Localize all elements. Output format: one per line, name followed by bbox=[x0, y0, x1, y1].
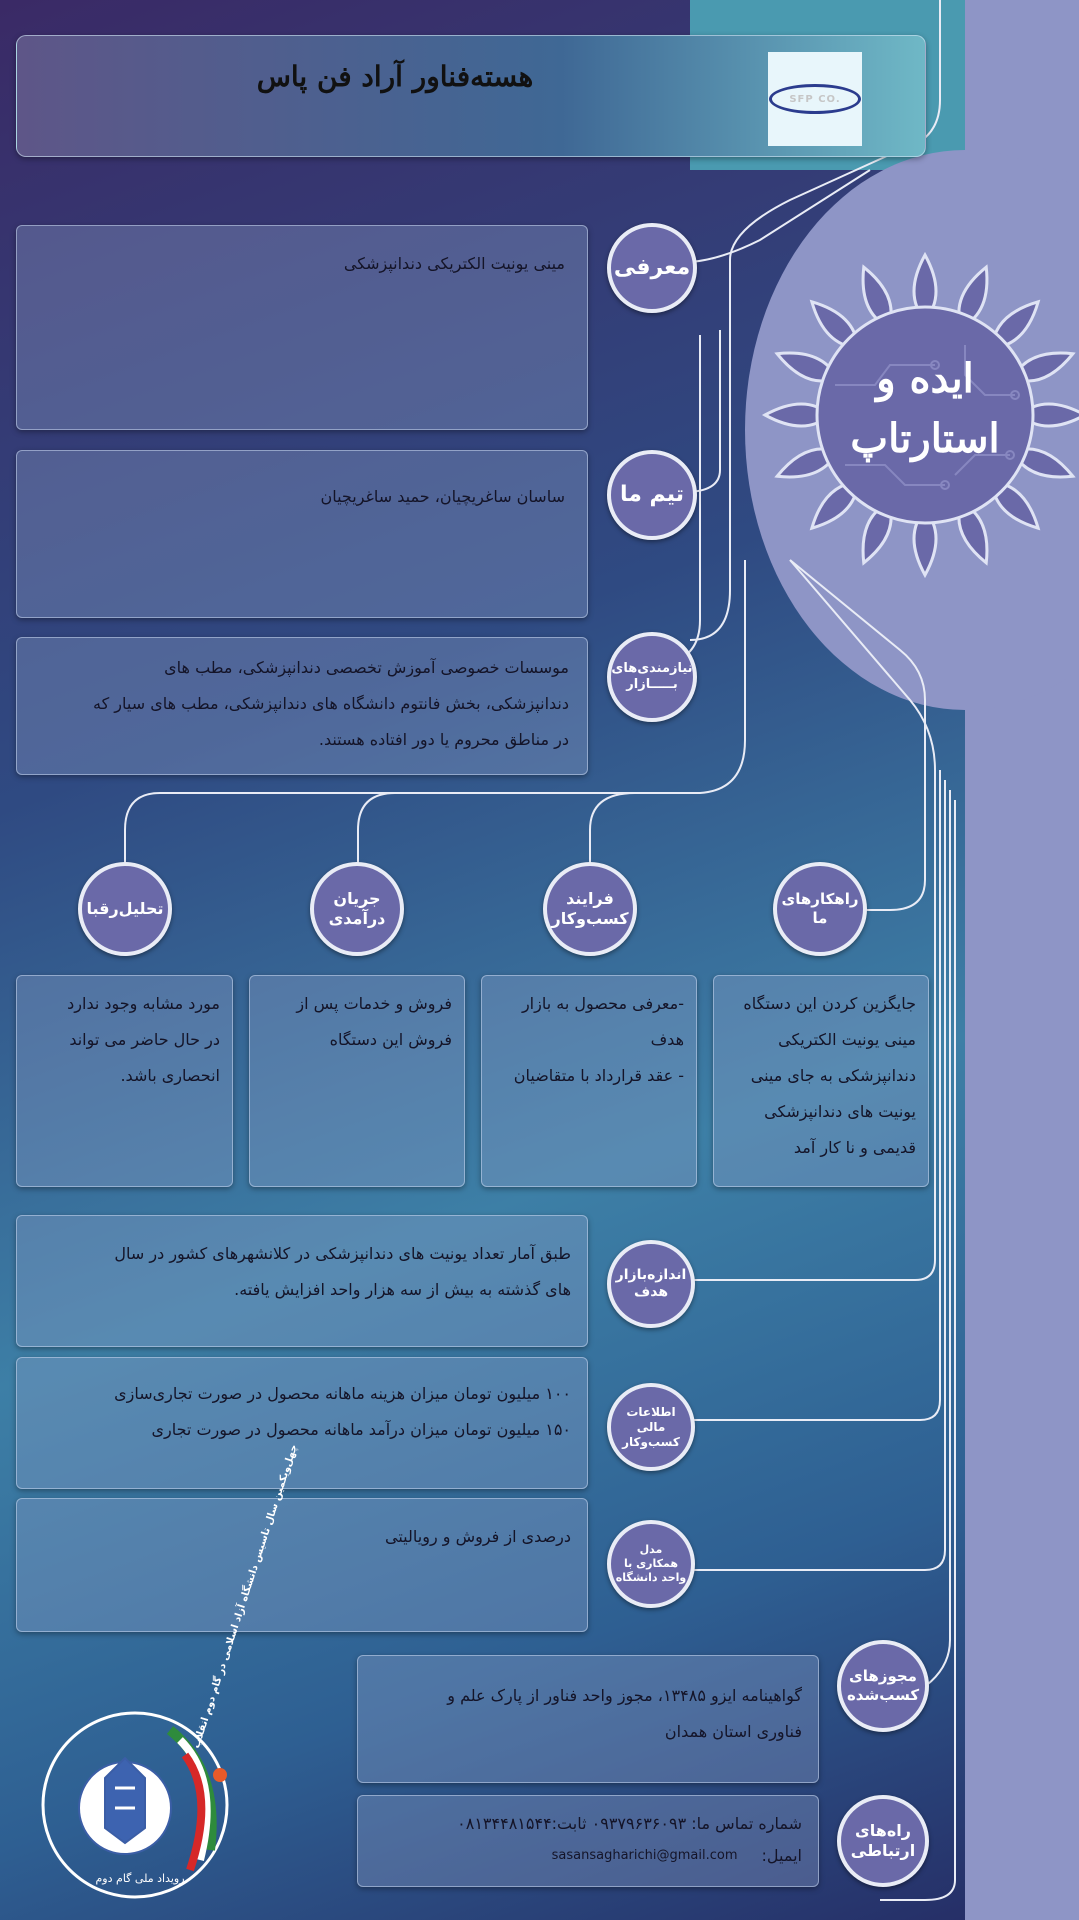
financial-panel bbox=[16, 1357, 588, 1489]
contact-panel bbox=[357, 1795, 819, 1887]
market-needs-line-2: دندانپزشکی، بخش فانتوم دانشگاه های دندانپزشکی، مطب های سیار که bbox=[93, 694, 569, 713]
business-process-line-1: -معرفی محصول به بازار bbox=[521, 994, 684, 1013]
licenses-panel bbox=[357, 1655, 819, 1783]
contact-label-2: ارتباطی bbox=[850, 1841, 916, 1860]
solutions-line-1: جایگزین کردن این دستگاه bbox=[743, 994, 916, 1013]
business-process-circle bbox=[543, 862, 637, 956]
market-needs-line-3: در مناطق محروم یا دور افتاده هستند. bbox=[318, 730, 569, 749]
intro-text: مینی یونیت الکتریکی دندانپزشکی bbox=[343, 254, 565, 273]
market-size-panel bbox=[16, 1215, 588, 1347]
contact-email-label: ایمیل: bbox=[761, 1846, 802, 1865]
financial-circle bbox=[607, 1383, 695, 1471]
team-text: ساسان ساغریچیان، حمید ساغریچیان bbox=[320, 487, 565, 506]
contact-circle bbox=[837, 1795, 929, 1887]
market-size-line-2: های گذشته به بیش از سه هزار واحد افزایش یافته. bbox=[234, 1280, 571, 1299]
cooperation-label-1: مدل bbox=[639, 1543, 663, 1557]
team-panel bbox=[16, 450, 588, 618]
business-process-panel bbox=[481, 975, 697, 1187]
intro-panel bbox=[16, 225, 588, 430]
competitors-label: تحلیل‌رقبا bbox=[86, 899, 164, 918]
licenses-line-1: گواهینامه ایزو ۱۳۴۸۵، مجوز واحد فناور از پارک علم و bbox=[447, 1686, 802, 1705]
market-size-circle bbox=[607, 1240, 695, 1328]
market-needs-label-2: بـــــازار bbox=[626, 677, 678, 692]
revenue-label-1: جریان bbox=[333, 889, 381, 908]
competitors-circle bbox=[78, 862, 172, 956]
financial-label-1: اطلاعات مالی bbox=[626, 1404, 676, 1434]
business-process-label-1: فرایند bbox=[566, 889, 614, 908]
cooperation-label-2: همکاری با bbox=[623, 1557, 679, 1571]
cooperation-label-3: واحد دانشگاه bbox=[615, 1570, 687, 1584]
contact-email-row bbox=[374, 1840, 802, 1872]
licenses-label-2: کسب‌شده bbox=[846, 1686, 920, 1704]
contact-email[interactable]: sasansagharichi@gmail.com bbox=[551, 1848, 738, 1863]
financial-line-2: ۱۵۰ میلیون تومان میزان درآمد ماهانه محصول در صورت تجاری bbox=[151, 1420, 571, 1439]
business-process-label-2: کسب‌وکار bbox=[551, 909, 629, 928]
licenses-line-2: فناوری استان همدان bbox=[664, 1722, 802, 1741]
solutions-line-5: قدیمی و نا کار آمد bbox=[793, 1138, 916, 1157]
page-title: هسته‌فناور آراد فن پاس bbox=[256, 60, 534, 93]
revenue-label-2: درآمدی bbox=[328, 909, 386, 928]
cooperation-text: درصدی از فروش و رویالیتی bbox=[385, 1527, 571, 1546]
market-needs-label-1: نیازمندی‌های bbox=[611, 660, 693, 676]
badge-line2: استارتاپ bbox=[850, 415, 1000, 462]
revenue-line-2: فروش این دستگاه bbox=[329, 1030, 452, 1049]
badge-line1: ایده و bbox=[876, 355, 974, 402]
market-size-line-1: طبق آمار تعداد یونیت های دندانپزشکی در کلانشهرهای کشور در سال bbox=[114, 1244, 571, 1263]
revenue-circle bbox=[310, 862, 404, 956]
competitors-line-1: مورد مشابه وجود ندارد bbox=[67, 994, 220, 1013]
solutions-circle bbox=[773, 862, 867, 956]
team-circle bbox=[607, 450, 697, 540]
revenue-line-1: فروش و خدمات پس از bbox=[296, 994, 452, 1013]
cooperation-panel bbox=[16, 1498, 588, 1632]
solutions-line-4: یونیت های دندانپزشکی bbox=[764, 1102, 916, 1121]
business-process-line-2: هدف bbox=[650, 1030, 684, 1049]
competitors-line-3: انحصاری باشد. bbox=[120, 1066, 220, 1085]
intro-label: معرفی bbox=[613, 255, 691, 281]
licenses-label-1: مجوزهای bbox=[849, 1667, 917, 1686]
contact-phone: شماره تماس ما: ۰۹۳۷۹۶۳۶۰۹۳ ثابت:۰۸۱۳۴۴۸۱۵۴۴ bbox=[457, 1814, 802, 1833]
financial-line-1: ۱۰۰ میلیون تومان میزان هزینه ماهانه محصول در صورت تجاری‌سازی bbox=[114, 1384, 571, 1403]
revenue-panel bbox=[249, 975, 465, 1187]
financial-label-2: کسب‌وکار bbox=[622, 1434, 680, 1449]
market-needs-line-1: موسسات خصوصی آموزش تخصصی دندانپزشکی، مطب های bbox=[164, 658, 569, 677]
solutions-panel bbox=[713, 975, 929, 1187]
solutions-line-3: دندانپزشکی به جای مینی bbox=[750, 1066, 916, 1085]
footer-arc-text: چهل‌ویکمین سال تاسیس دانشگاه آزاد اسلامی در گام دوم انقلاب bbox=[190, 1443, 300, 1750]
competitors-panel bbox=[16, 975, 233, 1187]
business-process-line-3: - عقد قرارداد با متقاضیان bbox=[513, 1066, 684, 1085]
team-label: تیم ما bbox=[619, 482, 685, 508]
market-size-label-1: اندازه‌بازار bbox=[615, 1266, 687, 1283]
market-size-label-2: هدف bbox=[633, 1284, 669, 1300]
market-needs-panel bbox=[16, 637, 588, 775]
intro-circle bbox=[607, 223, 697, 313]
footer-subtitle: رویداد ملی گام دوم bbox=[95, 1872, 185, 1885]
solutions-line-2: مینی یونیت الکتریکی bbox=[778, 1030, 916, 1049]
solutions-label-2: ما bbox=[812, 909, 828, 927]
company-logo bbox=[768, 52, 862, 146]
cooperation-circle bbox=[607, 1520, 695, 1608]
logo-text: SFP CO. bbox=[769, 84, 861, 114]
market-needs-circle bbox=[607, 632, 697, 722]
solutions-label-1: راهکارهای bbox=[781, 890, 859, 909]
competitors-line-2: در حال حاضر می تواند bbox=[69, 1030, 220, 1049]
licenses-circle bbox=[837, 1640, 929, 1732]
contact-label-1: راه‌های bbox=[855, 1821, 911, 1840]
